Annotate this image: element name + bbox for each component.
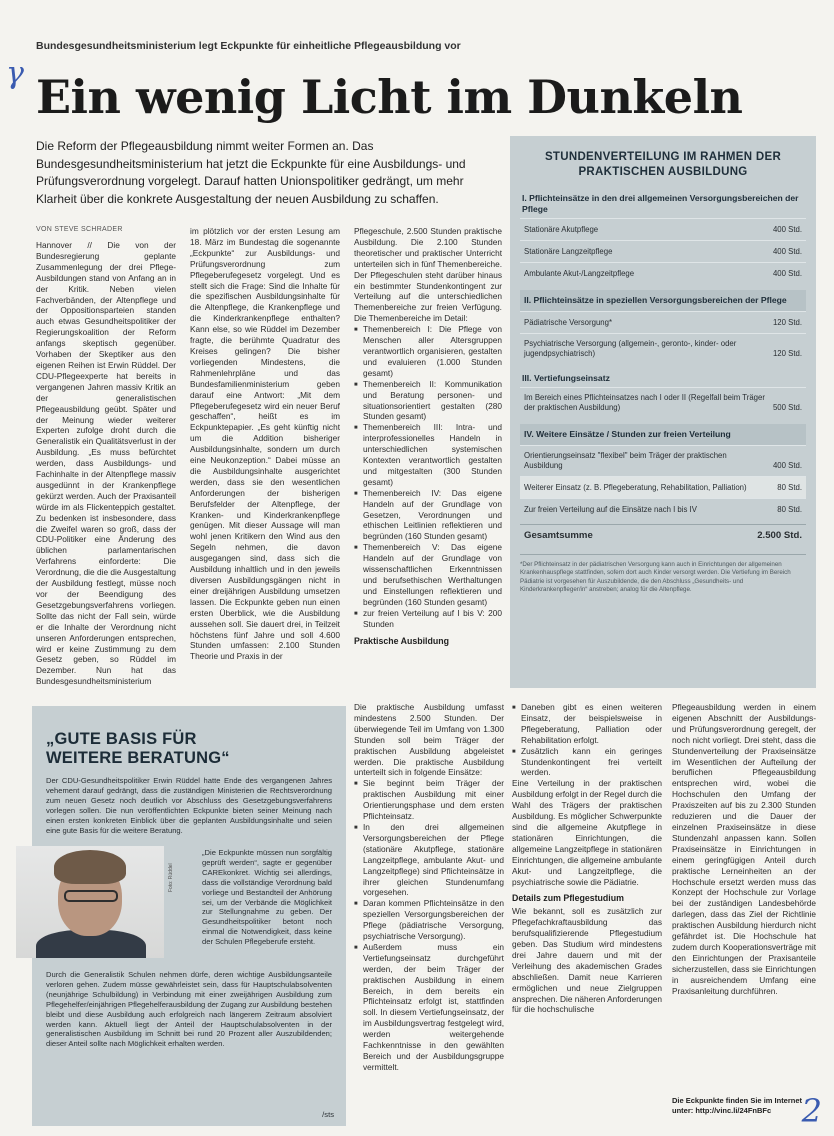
extra-list xyxy=(512,702,662,778)
row-label: Psychiatrische Versorgung (allgemein-, geronto-, kinder- oder jugendpsychiatrisch) xyxy=(524,339,737,358)
hours-sidebar xyxy=(510,136,816,688)
quote-text: „Die Eckpunkte müssen nun sorgfältig geprüft werden“, sagte er gegenüber CAREkonkret. Wichtig sei allerdings, dass die vollständige Verordnung bald vorliege und Bestandteil der Anhörung sei, um der Verbände die Möglichkeit zur Stellungnahme zu geben. Der Gesundheitspolitiker betont noch einmal die Notwendigkeit, dass keine der Schulen Pflegeberufe ersteht. xyxy=(202,848,332,947)
table-row xyxy=(520,218,806,240)
row-hours: 80 Std. xyxy=(777,483,802,492)
section-heading: I. Pflichteinsätze in den drei allgemeinen Versorgungsbereichen der Pflege xyxy=(522,193,799,214)
table-row xyxy=(520,333,806,364)
glasses-shape xyxy=(64,890,118,902)
row-hours: 400 Std. xyxy=(772,225,802,234)
table-row xyxy=(520,498,806,520)
row-hours: 500 Std. xyxy=(772,403,802,412)
table-row xyxy=(520,311,806,333)
row-label: Zur freien Verteilung auf die Einsätze nach I bis IV xyxy=(524,505,697,514)
list-item: ■ Sie beginnt beim Träger der praktischen Ausbildung mit einer Orientierungsphase und dem ersten Pflichteinsatz. xyxy=(354,778,504,822)
row-hours: 120 Std. xyxy=(772,349,802,358)
list-item: ■ Themenbereich I: Die Pflege von Menschen aller Altersgruppen verantwortlich organisieren, gestalten und evaluieren (1.000 Stunden gesamt) xyxy=(354,324,502,379)
row-hours: 120 Std. xyxy=(772,318,802,327)
list-item: ■ Außerdem muss ein Vertiefungseinsatz durchgeführt werden, der beim Träger der praktischen Ausbildung in einem Bereich, in dem bereits ein Pflichteinsatz erfolgt ist, stattfinden soll. In diesem Vertiefungseinsatz, der im Ausbildungsvertrag festgelegt wird, werden weitergehende Fachkenntnisse in den gewählten Bereich und der Ausbildungsgruppe vermittelt. xyxy=(354,942,504,1073)
article-column-2 xyxy=(190,226,340,696)
article-text: Hannover // Die von der Bundesregierung geplante Zusammenlegung der drei Pflege-Ausbildungen stand von Anfang an in der Kritik. Neben vielen Fachverbänden, der Altenpflege und der Oppositionsparteien standen auch etwas Gesundheitspolitiker der Regierungskoalition der Reform anfangs skeptisch gegenüber. Vorhaben der Skeptiker aus den eigenen Reihen ist Erwin Rüddel. Der CDU-Pflegeexperte hat bereits in vergangenen Jahren massiv Kritik an der generalistischen Pflegeausbildung geübt. Später und der Meinung wieder weiterer Experten zufolge droht durch die Generalistik ein Qualitätsverlust in der Ausbildung. „Es muss befürchtet werden, dass Ausbildungs- und Fachinhalte in der Altenpflege massiv ausgedünnt in der Krankenpflege gekürzt werden. Auch der Praxisanteil würde im als Flickenteppich gestaltet. Zu bedenken ist insbesondere, dass die Zweifel waren so groß, dass der CDU-Politiker eine Änderung des üblichen parlamentarischen Verfahrens einforderte: Die Verordnung, die die die Ausgestaltung der Ausbildung festlegt, müsse noch vor der Beendigung des Gesetzgebungsverfahrens vorliegen. Sollte das nicht der Fall sein, würde er die Inhalte der Verordnung nicht unseren Anforderungen entsprechen, wird er keine Zustimmung zu dem Gesetz geben, so Rüddel im Dezember. Nun hat das Bundesgesundheitsministerium xyxy=(36,240,176,687)
section-heading: II. Pflichteinsätze in speziellen Versorgungsbereichen der Pflege xyxy=(520,290,806,311)
article-text: Eine Verteilung in der praktischen Ausbildung erfolgt in der Regel durch die Wahl des Trägers der praktischen Ausbildung. Es möglicher Schwerpunkte sind die allgemeine Akutpflege in stationären Einrichtungen, die allgemeine Langzeitpflege in stationären Einrichtungen, die allgemeine ambulante Akut- und Langzeitpflege, die psychiatrische sowie die Pädiatrie. xyxy=(512,778,662,887)
list-item: ■ Themenbereich V: Das eigene Handeln auf der Grundlage von wissenschaftlichen Erkenntnissen und berufsethischen Werthaltungen und Einstellungen reflektieren und begründen (160 Stunden gesamt) xyxy=(354,542,502,607)
total-label: Gesamtsumme xyxy=(524,530,593,541)
table-row xyxy=(520,387,806,418)
subheading: Praktische Ausbildung xyxy=(354,635,449,646)
quote-title-line: WEITERE BERATUNG“ xyxy=(46,749,230,767)
article-text: Pflegeschule, 2.500 Stunden praktische Ausbildung. Die 2.100 Stunden theoretischer und praktischer Unterricht unterteilen sich in fünf Themenbereiche. Der Pflegeschulen steht darüber hinaus ein bestimmter Stundenkontingent zur Verteilung auf die unterschiedlichen Themenbereiche zur freien Verfügung. Die Themenbereiche im Detail: xyxy=(354,226,502,324)
section-heading: III. Vertiefungseinsatz xyxy=(522,373,610,383)
table-row xyxy=(520,240,806,262)
practice-list xyxy=(354,778,504,1072)
row-hours: 400 Std. xyxy=(772,269,802,278)
total-hours: 2.500 Std. xyxy=(757,530,802,541)
lead-paragraph: Die Reform der Pflegeausbildung nimmt weiter Formen an. Das Bundesgesundheitsministerium hat jetzt die Eckpunkte für eine Ausbildungs- und Prüfungsverordnung vorgelegt. Darauf hatten Unionspolitiker gedrängt, um mehr Klarheit über die konkrete Ausgestaltung der neuen Ausbildung zu schaffen. xyxy=(36,139,466,206)
article-column-3-lower xyxy=(354,702,504,1122)
themes-list xyxy=(354,324,502,629)
table-row xyxy=(520,476,806,498)
article-text: Pflegeausbildung werden in einem eigenen Abschnitt der Ausbildungs- und Prüfungsverordnung geregelt, der noch nicht vorliegt. Drei steht, dass die Stundenverteilung der Praxiseinsätze im Wesentlichen der Aufteilung der beruflichen Pflegeausbildung entsprechen wird, wobei die Hochschulen den Umfang der Praxiszeiten auf bis zu 2.300 Stunden reduzieren und die Dauer der einzelnen Praxiseinsätze in diese Stundenzahl anpassen kann. Sollen Praxiseinsätze in Einrichtungen in einem geringfügigen Anteil durch praktische Lerneinheiten an der Hochschule ersetzt werden muss das Konzept der Hochschule zur Vorlage bei der zuständigen Landesbehörde darlegen, dass das Ziel der Richtlinie praktischen Ausbildung hierdurch nicht gefährdet ist. Die Hochschule hat zudem durch Kooperationsverträge mit den Einrichtungen der Praxisanteile sicherzustellen, dass sie Einrichtungen in ausreichendem Umfang eine Praxisanleitung durchführen. xyxy=(672,702,816,996)
row-label: Stationäre Langzeitpflege xyxy=(524,247,613,256)
section-heading: IV. Weitere Einsätze / Stunden zur freien Verteilung xyxy=(520,424,806,445)
list-item: ■ Daneben gibt es einen weiteren Einsatz, der beispielsweise in Pflegeberatung, Palliation oder Rehabilitation erfolgt. xyxy=(512,702,662,746)
row-label: Orientierungseinsatz "flexibel" beim Träger der praktischen Ausbildung xyxy=(524,451,727,470)
pen-mark: γ xyxy=(6,56,24,91)
photo-credit: Foto: Rüddel xyxy=(168,863,174,892)
web-link-note[interactable]: Die Eckpunkte finden Sie im Internet unter: http://vinc.li/24FnBFc xyxy=(672,1096,803,1115)
row-hours: 400 Std. xyxy=(772,247,802,256)
row-label: Pädiatrische Versorgung* xyxy=(524,318,612,327)
list-item: ■ zur freien Verteilung auf I bis V: 200 Stunden xyxy=(354,608,502,630)
row-label: Weiterer Einsatz (z. B. Pflegeberatung, Rehabilitation, Palliation) xyxy=(524,483,747,492)
row-label: Stationäre Akutpflege xyxy=(524,225,599,234)
quote-text: Der CDU-Gesundheitspolitiker Erwin Rüddel hatte Ende des vergangenen Jahres vehement darauf gedrängt, dass die zuständigen Ministerien die Rechtsverordnung zum neuen Gesetz noch deutlich vor Abschluss des Gesetzgebungsverfahrens vorlegen sollen. Die nun veröffentlichten Eckpunkte bieten seiner Meinung nach einen ersten konkreten Einblick über die geplanten Ausbildungsinhalte und seien eine gute Basis für die weitere Beratung. xyxy=(46,776,332,835)
headline: Ein wenig Licht im Dunkeln xyxy=(36,70,743,124)
row-hours: 80 Std. xyxy=(777,505,802,514)
row-hours: 400 Std. xyxy=(772,461,802,470)
author-sign: /sts xyxy=(322,1110,334,1119)
table-row xyxy=(520,445,806,476)
byline: VON STEVE SCHRADER xyxy=(36,226,123,233)
list-item: ■ Zusätzlich kann ein geringes Stundenkontingent frei verteilt werden. xyxy=(512,746,662,779)
portrait-photo xyxy=(16,846,164,958)
page-number: 2 xyxy=(801,1092,822,1130)
row-label: Im Bereich eines Pflichteinsatzes nach I oder II (Regelfall beim Träger der praktischen Ausbildung) xyxy=(524,393,765,412)
list-item: ■ Themenbereich IV: Das eigene Handeln auf der Grundlage von Gesetzen, Verordnungen und ethischen Leitlinien reflektieren und begründen (160 Stunden gesamt) xyxy=(354,488,502,543)
list-item: ■ Themenbereich III: Intra- und interprofessionelles Handeln in unterschiedlichen systemischen Kontexten verantwortlich gestalten und mitgestalten (300 Stunden gesamt) xyxy=(354,422,502,487)
footnote: *Der Pflichteinsatz in der pädiatrischen Versorgung kann auch in Einrichtungen der allgemeinen Krankenhauspflege stattfinden, sofern dort auch Kinder versorgt werden. Die Vertiefung im Bereich Pädiatrie ist vorgesehen für Auszubildende, die den Abschluss „Gesundheits- und Kinderkrankenpfleger/in“ anstreben; analog für die Altenpflege. xyxy=(520,554,806,595)
quote-title xyxy=(46,730,230,768)
subheading: Details zum Pflegestudium xyxy=(512,893,624,904)
quote-text: Durch die Generalistik Schulen nehmen dürfe, deren wichtige Ausbildungsanteile verloren gehen. Zudem müsse gewährleistet sein, dass für Hauptschulabsolventen (neunjährige Schulbildung) in Verbindung mit einer zweijährigen Ausbildung zum Pflegehelfer/einjährigen Pflegehelferausbildung der Zugang zur Ausbildung bestehen bleibt und diese Ausbildung auch erfolgreich nach längerem Zeitraum absolviert werden kann. Aktuell liegt der Anteil der Hauptschulabsolventen in der generalistischen Ausbildung im Schnitt bei rund 20 Prozent aller Auszubildenden; dieser Anteil sollte nach Möglichkeit erhalten werden. xyxy=(46,970,332,1049)
article-column-4 xyxy=(512,702,662,1122)
list-item: ■ Themenbereich II: Kommunikation und Beratung personen- und situationsorientiert gestalten (280 Stunden gesamt) xyxy=(354,379,502,423)
list-item: ■ Daran kommen Pflichteinsätze in den speziellen Versorgungsbereichen der Pflege (pädiatrische Versorgung, psychiatrische Versorgung). xyxy=(354,898,504,942)
article-text: Die praktische Ausbildung umfasst mindestens 2.500 Stunden. Der überwiegende Teil im Umfang von 1.300 Stunden soll beim Träger der praktischen Ausbildung abgeleistet werden. Die praktische Ausbildung unterteilt sich in folgende Einsätze: xyxy=(354,702,504,778)
total-row xyxy=(520,524,806,546)
article-column-3 xyxy=(354,226,502,666)
table-row xyxy=(520,262,806,284)
article-text: Wie bekannt, soll es zusätzlich zur Pflegefachkraftausbildung das berufsqualifizierende Pflegestudium geben. Das Studium wird mindestens drei Jahre dauern und mit der Verleihung des akademischen Grades abschließen. Damit neue Karrieren ermöglichen und neue Zielgruppen ansprechen. Die näheren Anforderungen für die hochschulische xyxy=(512,906,662,1015)
sidebar-title: STUNDENVERTEILUNG IM RAHMEN DER PRAKTISCHEN AUSBILDUNG xyxy=(544,151,782,178)
hair-shape xyxy=(54,850,126,884)
row-label: Ambulante Akut-/Langzeitpflege xyxy=(524,269,635,278)
article-column-1 xyxy=(36,240,176,695)
article-text: im plötzlich vor der ersten Lesung am 18. März im Bundestag die sogenannte „Eckpunkte“ zur Ausbildungs- und Prüfungsverordnung zum Pflegeberufegesetz vorgelegt. Und es stellt sich die Frage: Sind die Inhalte für die spezifischen Ausbildungsinhalte für die Altenpflege, die Krankenpflege und die Kinderkrankenpflege enthalten? Kann else, so wie Rüddel im Dezember fragte, die berühmte Quadratur des Kreises gelingen? Die bisher vorliegenden Mindestens, die Rahmenlehrpläne und das Bundesfamilienministerium geben darauf eine Antwort: „Mit dem Pflegeberufegesetz wird ein neuer Beruf geschaffen“, heißt es im Eckpunktepapier. „Es geht künftig nicht um die Addition bisheriger Ausbildungsinhalte, sondern um durch eine Neukonzeption.“ Dabei müsse an die Ausbildungsinhalte ausgerichtet werden, dass sie den wesentlichen Anforderungen der bisherigen Berufsfelder der Altenpflege, der Kranken- und Kinderkrankenpflege genügen. Mit dieser Aussage will man wohl jenen Kritikern den Wind aus den Segeln nehmen, die davon ausgegangen sind, dass sich die Ausbildung inhaltlich und in den jeweils diversen Ausbildungsgängen nicht in einer dreijährigen Ausbildung umsetzen lassen. Die Eckpunkte geben nun einen ersten Überblick, wie die Ausbildung aussehen soll. Sie dauert drei, in Teilzeit höchstens fünf Jahre und soll 4.600 Stunden umfassen: 2.100 Stunden Theorie und Praxis in der xyxy=(190,226,340,662)
article-column-5 xyxy=(672,702,816,1092)
list-item: ■ In den drei allgemeinen Versorgungsbereichen der Pflege (stationäre Akutpflege, stationäre Langzeitpflege, ambulante Akut- und Langzeitpflege) sind Pflichteinsätze in ihrer gleichen Stundenumfang vorgesehen. xyxy=(354,822,504,898)
quote-title-line: „GUTE BASIS FÜR xyxy=(46,730,197,748)
kicker: Bundesgesundheitsministerium legt Eckpunkte für einheitliche Pflegeausbildung vor xyxy=(36,40,461,52)
